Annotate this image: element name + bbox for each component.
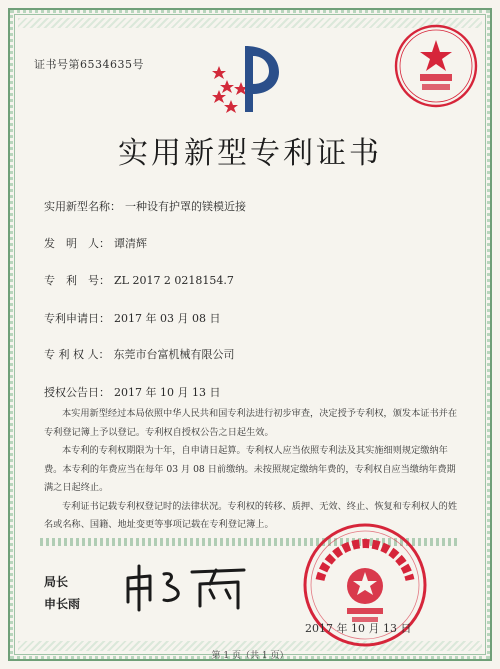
field-label: 授权公告日：: [44, 386, 110, 399]
certificate-number: 证书号第6534635号: [34, 58, 144, 71]
field-patent-number: [44, 272, 234, 288]
body-paragraph: 本专利的专利权期限为十年，自申请日起算。专利权人应当依照专利法及其实施细则规定缴纳年费。本专利的年费应当在每年 03 月 08 日前缴纳。未按照规定缴纳年费的，专利权自应当缴纳年费期满之日起终止。: [44, 445, 456, 493]
tax-stamp-icon: [392, 22, 480, 110]
field-value: 一种设有护罩的镁模近接: [125, 200, 246, 213]
patent-office-logo-icon: [205, 36, 287, 118]
issue-date: 2017 年 10 月 13 日: [305, 622, 412, 635]
field-value: 谭清辉: [114, 237, 147, 250]
field-label: 专利申请日：: [44, 312, 110, 325]
field-value: 2017 年 10 月 13 日: [114, 386, 221, 399]
field-patentee: [44, 346, 235, 362]
certificate-title: 实用新型专利证书: [118, 136, 382, 171]
field-utility-model-name: [44, 198, 246, 214]
field-value: 2017 年 03 月 08 日: [114, 312, 221, 325]
field-label: 专 利 权 人：: [44, 348, 110, 361]
signatory-title: 局长: [44, 575, 69, 589]
field-value: 东莞市台富机械有限公司: [113, 348, 235, 361]
body-paragraph: 本实用新型经过本局依照中华人民共和国专利法进行初步审查，决定授予专利权，颁发本证书并在专利登记簿上予以登记。专利权自授权公告之日起生效。: [44, 408, 458, 438]
certificate-body-text: [44, 405, 464, 535]
signatory-name: 申长雨: [44, 597, 81, 611]
handwritten-signature: [120, 556, 260, 616]
field-application-date: [44, 310, 220, 326]
field-label: 实用新型名称：: [44, 200, 121, 213]
page-footer: 第 1 页（共 1 页）: [211, 651, 289, 661]
field-grant-date: [44, 384, 220, 400]
field-value: ZL 2017 2 0218154.7: [114, 274, 234, 287]
body-paragraph: 专利证书记载专利权登记时的法律状况。专利权的转移、质押、无效、终止、恢复和专利权人的姓名或名称、国籍、地址变更等事项记载在专利登记簿上。: [44, 500, 458, 530]
field-inventor: [44, 235, 147, 251]
field-label: 专 利 号：: [44, 274, 110, 287]
field-label: 发 明 人：: [44, 237, 110, 250]
